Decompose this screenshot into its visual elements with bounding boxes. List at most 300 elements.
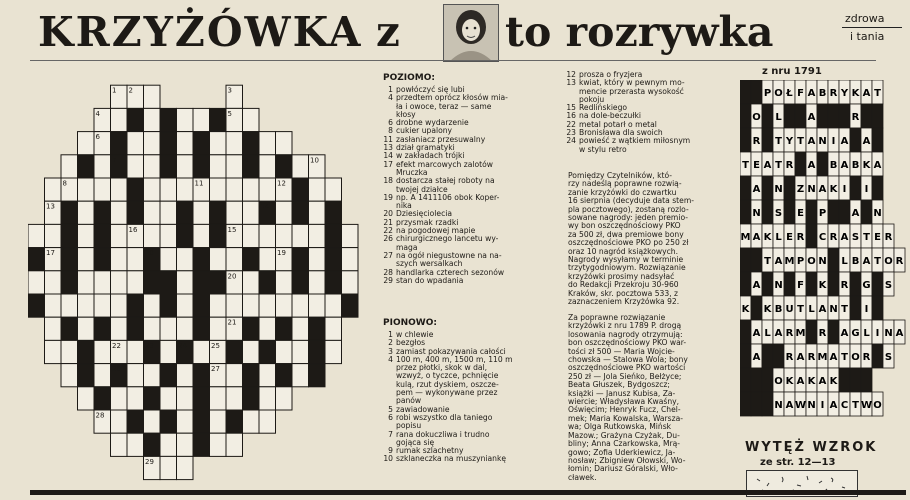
cell-number: 14 (260, 202, 270, 211)
across-clues (380, 86, 560, 285)
solution-letter: K (829, 184, 838, 195)
clue-number: 9 (388, 446, 393, 456)
grid-cell[interactable] (127, 364, 144, 387)
grid-cell[interactable] (243, 410, 260, 433)
solution-letter: T (852, 400, 859, 411)
grid-cell[interactable] (94, 271, 111, 294)
grid-cell[interactable] (127, 433, 144, 456)
solution-letter: G (851, 328, 860, 339)
grid-cell[interactable] (259, 387, 276, 410)
grid-cell[interactable] (177, 456, 194, 479)
text-line: cławek. (568, 472, 597, 482)
solution-letter: A (840, 136, 849, 147)
solution-letter: N (774, 184, 783, 195)
black-cell (292, 271, 309, 294)
grid-cell[interactable] (144, 364, 161, 387)
solution-letter: A (796, 352, 805, 363)
black-cell (127, 410, 144, 433)
grid-cell[interactable] (177, 364, 194, 387)
solution-letter: R (796, 232, 805, 243)
grid-cell[interactable] (177, 248, 194, 271)
grid-cell[interactable] (177, 178, 194, 201)
grid-cell[interactable] (111, 433, 128, 456)
solution-letter: F (797, 280, 804, 291)
grid-cell[interactable] (160, 178, 177, 201)
clue-text: gojąca się (396, 437, 435, 447)
solution-letter: R (785, 160, 794, 171)
down-heading: PIONOWO: (383, 318, 437, 328)
grid-cell[interactable] (61, 364, 78, 387)
grid-cell[interactable] (160, 456, 177, 479)
solution-letter: B (851, 160, 860, 171)
grid-cell[interactable] (177, 294, 194, 317)
grid-cell[interactable] (259, 178, 276, 201)
grid-cell[interactable] (243, 108, 260, 131)
solution-letter: R (840, 280, 849, 291)
black-cell (276, 317, 293, 340)
clue-text: chirurgicznego lancetu wy- (396, 234, 499, 244)
grid-cell[interactable] (226, 155, 243, 178)
clue-text: efekt marcowych zalotów (396, 159, 493, 169)
grid-cell[interactable] (144, 132, 161, 155)
grid-cell[interactable] (144, 294, 161, 317)
clue-text: powłóczyć się lubi (396, 85, 465, 94)
grid-cell[interactable] (210, 294, 227, 317)
solution-black-cell (828, 104, 839, 128)
text-line: do Redakcji Przekroju 30-960 (568, 280, 679, 290)
solution-letter: S (884, 280, 893, 291)
grid-cell[interactable] (78, 224, 95, 247)
grid-cell[interactable] (78, 387, 95, 410)
solution-letter: O (774, 88, 783, 99)
prize-info (568, 172, 736, 307)
grid-cell[interactable] (177, 132, 194, 155)
grid-cell[interactable] (309, 201, 326, 224)
black-cell (325, 224, 342, 247)
grid-cell[interactable] (226, 201, 243, 224)
grid-cell[interactable] (210, 387, 227, 410)
grid-cell[interactable] (111, 410, 128, 433)
solution-letter: S (884, 352, 893, 363)
grid-cell[interactable] (160, 387, 177, 410)
clue-text: wzwyż, o tyczce, pchnięcie (396, 371, 499, 381)
grid-cell[interactable] (144, 85, 161, 108)
grid-cell[interactable] (127, 387, 144, 410)
clue-number: 19 (383, 192, 393, 202)
grid-cell[interactable] (45, 271, 62, 294)
black-cell (94, 317, 111, 340)
grid-cell[interactable] (325, 340, 342, 363)
grid-cell[interactable] (259, 224, 276, 247)
grid-cell[interactable] (111, 178, 128, 201)
grid-cell[interactable] (111, 294, 128, 317)
solution-letter: A (752, 352, 761, 363)
cell-number: 23 (145, 341, 154, 350)
grid-cell[interactable] (309, 224, 326, 247)
grid-cell[interactable] (292, 317, 309, 340)
grid-cell[interactable] (259, 132, 276, 155)
black-cell (325, 271, 342, 294)
black-cell (193, 155, 210, 178)
solution-black-cell (828, 200, 839, 224)
solution-letter: B (774, 304, 783, 315)
solution-black-cell (773, 344, 784, 368)
grid-cell[interactable] (342, 271, 359, 294)
grid-cell[interactable] (160, 317, 177, 340)
footer-rule (30, 490, 906, 495)
cell-number: 26 (112, 365, 121, 374)
solution-letter: U (785, 304, 794, 315)
clue-number: 14 (383, 151, 393, 161)
solution-letter: R (807, 352, 816, 363)
grid-cell[interactable] (276, 387, 293, 410)
grid-cell[interactable] (342, 224, 359, 247)
solution-black-cell (762, 176, 773, 200)
grid-cell[interactable] (177, 410, 194, 433)
black-cell (325, 248, 342, 271)
grid-cell[interactable] (210, 433, 227, 456)
grid-cell[interactable] (111, 317, 128, 340)
grid-cell[interactable] (177, 387, 194, 410)
grid-cell[interactable] (210, 317, 227, 340)
text-line: łomin; Dariusz Góralski, Wło- (568, 464, 678, 474)
grid-cell[interactable] (276, 132, 293, 155)
grid-cell[interactable] (226, 132, 243, 155)
grid-cell[interactable] (61, 155, 78, 178)
black-cell (177, 224, 194, 247)
solution-black-cell (740, 392, 751, 416)
grid-cell[interactable] (193, 224, 210, 247)
solution-letter: A (895, 328, 904, 339)
solution-black-cell (784, 200, 795, 224)
clue-number: 26 (383, 234, 393, 244)
text-line: zaznaczeniem Krzyżówka 92. (568, 297, 680, 307)
solution-letter: I (875, 328, 880, 339)
solution-letter: R (895, 256, 904, 267)
grid-cell[interactable] (111, 248, 128, 271)
solution-letter: L (775, 112, 782, 123)
grid-cell[interactable] (259, 294, 276, 317)
text-line: rzy nadeślą poprawne rozwią- (568, 179, 682, 189)
clue-text: rumak szlachetny (396, 446, 464, 456)
grid-cell[interactable] (127, 340, 144, 363)
grid-cell[interactable] (78, 294, 95, 317)
grid-cell[interactable] (45, 294, 62, 317)
grid-cell[interactable] (226, 178, 243, 201)
clue-number: 7 (388, 429, 393, 439)
grid-cell[interactable] (292, 364, 309, 387)
solution-black-cell (861, 368, 872, 392)
black-cell (160, 364, 177, 387)
grid-cell[interactable] (243, 201, 260, 224)
grid-cell[interactable] (160, 201, 177, 224)
grid-cell[interactable] (259, 155, 276, 178)
grid-cell[interactable] (309, 248, 326, 271)
solution-letter: T (797, 304, 804, 315)
clue-number: 13 (383, 143, 393, 153)
solution-black-cell (850, 368, 861, 392)
grid-cell[interactable] (226, 364, 243, 387)
grid-cell[interactable] (325, 178, 342, 201)
grid-cell[interactable] (144, 410, 161, 433)
grid-cell[interactable] (276, 294, 293, 317)
cell-number: 12 (277, 179, 286, 188)
clue-text: przysmak rzadki (396, 217, 459, 227)
clue-number: 1 (388, 330, 393, 339)
solution-letter: A (818, 184, 827, 195)
solution-letter: O (884, 256, 893, 267)
grid-cell[interactable] (94, 364, 111, 387)
solution-letter: O (807, 256, 816, 267)
clue-text: mencie przerasta wysokość (579, 86, 684, 96)
black-cell (309, 364, 326, 387)
cell-number: 21 (227, 318, 237, 327)
grid-cell[interactable] (342, 248, 359, 271)
grid-cell[interactable] (127, 248, 144, 271)
grid-cell[interactable] (160, 340, 177, 363)
clue-number: 22 (566, 119, 576, 129)
clue-text: w stylu retro (579, 144, 627, 154)
black-cell (276, 364, 293, 387)
grid-cell[interactable] (243, 294, 260, 317)
grid-cell[interactable] (276, 224, 293, 247)
clue-item (563, 146, 735, 154)
grid-cell[interactable] (243, 271, 260, 294)
clue-text: nika (396, 201, 412, 211)
solution-black-cell (850, 128, 861, 152)
grid-cell[interactable] (111, 224, 128, 247)
grid-cell[interactable] (28, 271, 45, 294)
grid-cell[interactable] (144, 224, 161, 247)
cell-number: 20 (227, 272, 237, 281)
black-cell (94, 248, 111, 271)
portrait-photo (443, 4, 499, 62)
solution-black-cell (850, 296, 861, 320)
text-line: losowania nagrody otrzymują: (568, 329, 683, 339)
grid-cell[interactable] (94, 294, 111, 317)
grid-cell[interactable] (177, 155, 194, 178)
clue-number: 3 (388, 346, 393, 356)
clue-number: 2 (388, 338, 393, 348)
text-line: 16 sierpnia (decyduje data stem- (568, 196, 694, 206)
grid-cell[interactable] (78, 132, 95, 155)
solution-letter: O (774, 376, 783, 387)
grid-cell[interactable] (309, 271, 326, 294)
grid-cell[interactable] (210, 178, 227, 201)
solution-black-cell (740, 320, 751, 344)
grid-cell[interactable] (45, 317, 62, 340)
grid-cell[interactable] (309, 294, 326, 317)
solution-letter: A (862, 88, 871, 99)
grid-cell[interactable] (193, 108, 210, 131)
text-line: trzytygodniowym. Rozwiązanie (568, 263, 686, 273)
grid-cell[interactable] (160, 433, 177, 456)
solution-black-cell (839, 200, 850, 224)
grid-cell[interactable] (210, 248, 227, 271)
grid-cell[interactable] (193, 201, 210, 224)
grid-cell[interactable] (292, 224, 309, 247)
grid-cell[interactable] (292, 155, 309, 178)
clue-text: 100 m, 400 m, 1500 m, 110 m (396, 354, 513, 364)
solution-black-cell (740, 176, 751, 200)
grid-cell[interactable] (259, 317, 276, 340)
clue-text: Mruczka (396, 167, 428, 177)
text-line: bon oszczędnościowy PKO war- (568, 338, 687, 348)
clue-number: 6 (388, 118, 393, 128)
text-line: oraz 10 nagród książkowych. (568, 246, 679, 256)
black-cell (193, 317, 210, 340)
grid-cell[interactable] (292, 340, 309, 363)
grid-cell[interactable] (226, 387, 243, 410)
solution-black-cell (806, 200, 817, 224)
solution-black-cell (806, 272, 817, 296)
grid-cell[interactable] (111, 201, 128, 224)
solution-letter: K (785, 376, 794, 387)
grid-cell[interactable] (210, 132, 227, 155)
black-cell (210, 108, 227, 131)
black-cell (292, 201, 309, 224)
grid-cell[interactable] (78, 317, 95, 340)
cell-number: 1 (112, 86, 117, 95)
clue-text: w zakładach trójki (396, 151, 465, 161)
grid-cell[interactable] (259, 248, 276, 271)
grid-cell[interactable] (61, 340, 78, 363)
grid-cell[interactable] (111, 387, 128, 410)
solution-letter: T (841, 352, 848, 363)
cell-number: 29 (145, 457, 154, 466)
clue-text: powieść z wątkiem miłosnym (579, 136, 691, 146)
solution-letter: L (808, 304, 815, 315)
grid-cell[interactable] (78, 248, 95, 271)
clue-text: twojej działce (396, 184, 448, 194)
grid-cell[interactable] (144, 108, 161, 131)
cell-number: 6 (95, 133, 100, 142)
cell-number: 28 (95, 411, 105, 420)
solution-black-cell (806, 224, 817, 248)
solution-black-cell (784, 176, 795, 200)
solution-black-cell (751, 248, 762, 272)
clue-number: 12 (566, 70, 576, 79)
grid-cell[interactable] (144, 317, 161, 340)
text-line: Mazow.; Grażyna Czyżak, Du- (568, 430, 680, 440)
clue-number: 29 (383, 275, 393, 285)
clue-item (380, 277, 560, 285)
grid-cell[interactable] (127, 155, 144, 178)
black-cell (309, 340, 326, 363)
grid-cell[interactable] (226, 294, 243, 317)
grid-cell[interactable] (160, 224, 177, 247)
solution-letter: C (840, 400, 849, 411)
solution-letter: F (797, 88, 804, 99)
grid-cell[interactable] (325, 294, 342, 317)
grid-cell[interactable] (144, 178, 161, 201)
clue-number: 18 (383, 176, 393, 186)
clue-item (380, 455, 560, 463)
black-cell (61, 248, 78, 271)
grid-cell[interactable] (144, 155, 161, 178)
grid-cell[interactable] (94, 178, 111, 201)
grid-cell[interactable] (45, 178, 62, 201)
title-z: z (376, 7, 400, 56)
clue-text: pokoju (579, 94, 605, 104)
solution-black-cell (740, 128, 751, 152)
grid-cell[interactable] (111, 271, 128, 294)
grid-cell[interactable] (78, 271, 95, 294)
cell-number: 8 (62, 179, 67, 188)
grid-cell[interactable] (276, 340, 293, 363)
clue-text: panów (396, 396, 422, 406)
text-line: wy bon oszczędnościowy PKO (568, 221, 681, 231)
clue-text: pem — wykonywane przez (396, 388, 498, 398)
grid-cell[interactable] (177, 108, 194, 131)
grid-cell[interactable] (243, 178, 260, 201)
black-cell (259, 271, 276, 294)
grid-cell[interactable] (144, 201, 161, 224)
grid-cell[interactable] (210, 410, 227, 433)
black-cell (144, 433, 161, 456)
grid-cell[interactable] (94, 340, 111, 363)
solution-black-cell (861, 200, 872, 224)
grid-cell[interactable] (226, 248, 243, 271)
grid-cell[interactable] (45, 340, 62, 363)
grid-cell[interactable] (177, 271, 194, 294)
portrait-icon (444, 5, 498, 61)
grid-cell[interactable] (111, 108, 128, 131)
grid-cell[interactable] (78, 201, 95, 224)
grid-cell[interactable] (226, 433, 243, 456)
grid-cell[interactable] (243, 224, 260, 247)
cell-number: 11 (194, 179, 204, 188)
grid-cell[interactable] (61, 294, 78, 317)
solution-letter: T (874, 88, 881, 99)
grid-cell[interactable] (276, 201, 293, 224)
side-text-bottom: i tania (850, 30, 885, 43)
grid-cell[interactable] (259, 364, 276, 387)
solution-letter: P (763, 88, 772, 99)
grid-cell[interactable] (28, 224, 45, 247)
grid-cell[interactable] (78, 178, 95, 201)
grid-cell[interactable] (243, 340, 260, 363)
black-cell (160, 108, 177, 131)
text-line: Za poprawne rozwiązanie (568, 313, 666, 322)
grid-cell[interactable] (193, 340, 210, 363)
grid-cell[interactable] (325, 317, 342, 340)
grid-cell[interactable] (210, 155, 227, 178)
grid-cell[interactable] (177, 317, 194, 340)
solution-letter: N (829, 304, 838, 315)
grid-cell[interactable] (259, 410, 276, 433)
clue-number: 4 (388, 354, 393, 364)
grid-cell[interactable] (160, 248, 177, 271)
black-cell (292, 178, 309, 201)
grid-cell[interactable] (309, 178, 326, 201)
grid-cell[interactable] (127, 271, 144, 294)
grid-cell[interactable] (45, 224, 62, 247)
black-cell (243, 248, 260, 271)
grid-cell[interactable] (292, 294, 309, 317)
grid-cell[interactable] (177, 433, 194, 456)
cell-number: 7 (112, 156, 117, 165)
black-cell (61, 224, 78, 247)
grid-cell[interactable] (127, 132, 144, 155)
clue-text: szklaneczka na muszyniankę (396, 454, 507, 464)
grid-cell[interactable] (94, 155, 111, 178)
black-cell (78, 155, 95, 178)
solution-letter: K (829, 376, 838, 387)
cell-number: 9 (244, 156, 249, 165)
grid-cell[interactable] (276, 271, 293, 294)
black-cell (78, 364, 95, 387)
